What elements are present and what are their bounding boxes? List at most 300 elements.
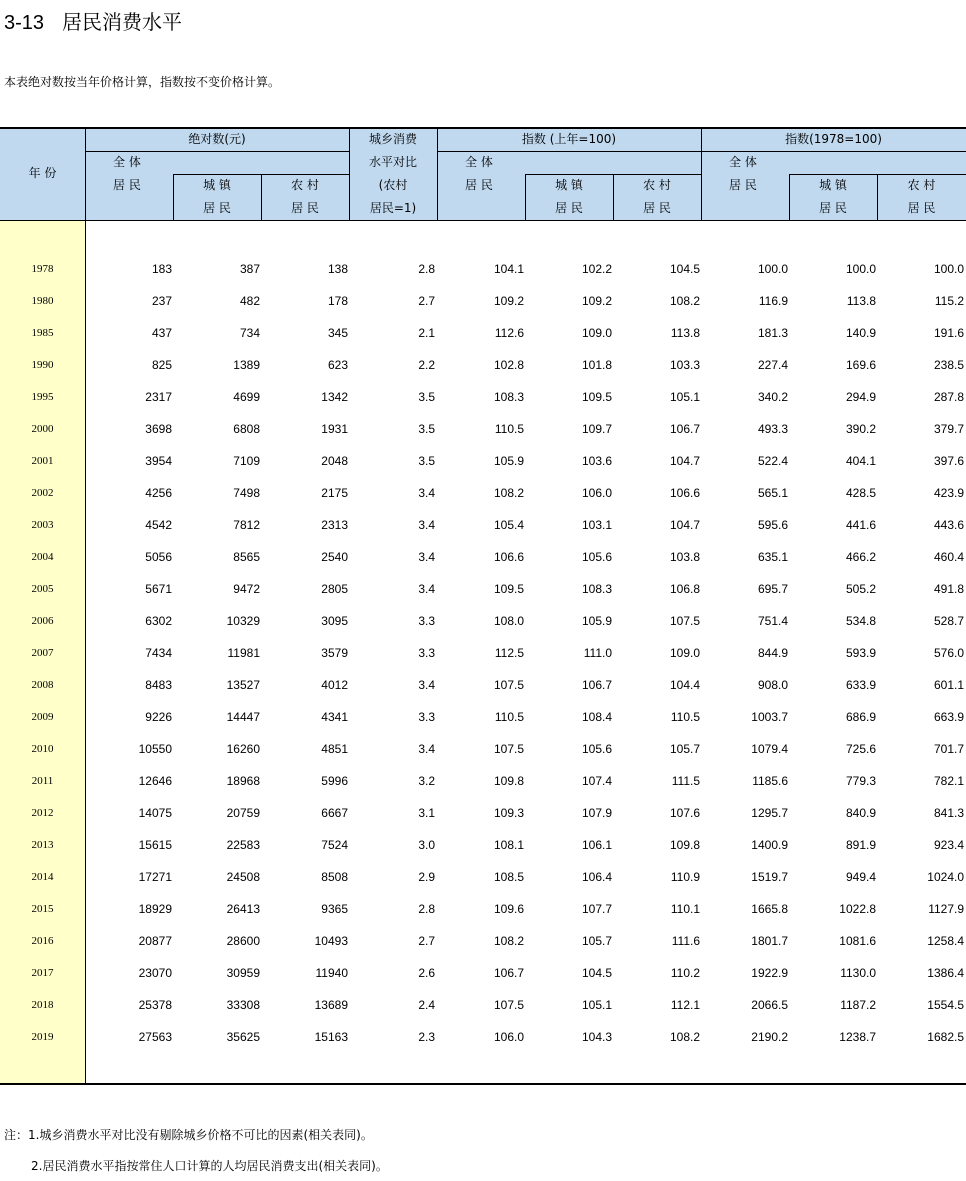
cell-ratio: 2.6 <box>418 966 435 980</box>
page-title <box>4 6 182 35</box>
cell-ratio: 2.1 <box>418 326 435 340</box>
cell-base-rural: 443.6 <box>933 518 964 532</box>
cell-prev-rural: 110.5 <box>670 710 700 724</box>
cell-ratio: 3.3 <box>418 646 435 660</box>
cell-prev-all: 105.4 <box>493 518 524 532</box>
cell-year: 2012 <box>31 807 54 819</box>
cell-prev-urban: 105.1 <box>581 998 612 1012</box>
table-row <box>0 292 966 310</box>
cell-base-rural: 782.1 <box>933 774 964 788</box>
cell-prev-all: 106.7 <box>493 966 524 980</box>
cell-year: 2014 <box>31 871 54 883</box>
cell-base-all: 844.9 <box>757 646 788 660</box>
cell-ratio: 2.3 <box>418 1030 435 1044</box>
cell-year: 1980 <box>31 295 54 307</box>
cell-abs-rural: 3579 <box>321 646 348 660</box>
data-table <box>0 127 966 1085</box>
cell-base-urban: 404.1 <box>845 454 876 468</box>
cell-abs-all: 9226 <box>145 710 172 724</box>
header-ratio-2: 水平对比 <box>368 155 417 169</box>
cell-prev-rural: 104.7 <box>669 454 700 468</box>
cell-year: 1978 <box>31 263 54 275</box>
cell-prev-urban: 109.5 <box>581 390 612 404</box>
cell-prev-all: 106.0 <box>493 1030 524 1044</box>
cell-abs-urban: 24508 <box>226 870 260 884</box>
cell-prev-all: 104.1 <box>493 262 524 276</box>
cell-abs-rural: 138 <box>327 262 348 276</box>
cell-ratio: 3.4 <box>418 550 435 564</box>
table-row <box>0 868 966 886</box>
cell-abs-all: 25378 <box>138 998 172 1012</box>
cell-abs-rural: 8508 <box>321 870 348 884</box>
cell-base-rural: 1554.5 <box>927 998 964 1012</box>
cell-prev-urban: 105.7 <box>581 934 612 948</box>
cell-abs-all: 183 <box>151 262 172 276</box>
title-text: 居民消费水平 <box>62 10 183 34</box>
cell-base-urban: 1187.2 <box>840 998 876 1012</box>
subtitle: 本表绝对数按当年价格计算，指数按不变价格计算。 <box>4 75 281 89</box>
header-1978-all-1: 全 体 <box>729 155 757 169</box>
cell-ratio: 2.2 <box>418 358 435 372</box>
cell-prev-rural: 104.4 <box>669 678 700 692</box>
cell-prev-all: 107.5 <box>493 998 524 1012</box>
header-1978-urban-2: 居 民 <box>819 201 847 215</box>
cell-year: 2011 <box>31 775 54 787</box>
cell-prev-rural: 106.6 <box>669 486 700 500</box>
cell-ratio: 3.5 <box>418 390 435 404</box>
cell-base-rural: 663.9 <box>933 710 964 724</box>
table-row <box>0 836 966 854</box>
header-prev-urban-1: 城 镇 <box>555 178 583 192</box>
cell-base-all: 1185.6 <box>752 774 788 788</box>
cell-year: 2019 <box>31 1031 54 1043</box>
cell-prev-rural: 106.7 <box>669 422 700 436</box>
cell-base-urban: 1022.8 <box>839 902 876 916</box>
cell-abs-rural: 10493 <box>314 934 348 948</box>
cell-prev-rural: 109.0 <box>669 646 700 660</box>
cell-ratio: 2.4 <box>418 998 435 1012</box>
cell-base-urban: 505.2 <box>845 582 876 596</box>
cell-ratio: 3.4 <box>418 518 435 532</box>
cell-prev-urban: 101.8 <box>581 358 612 372</box>
header-prev-rural-1: 农 村 <box>643 178 671 192</box>
cell-base-urban: 891.9 <box>845 838 876 852</box>
cell-base-urban: 466.2 <box>845 550 876 564</box>
cell-prev-urban: 104.5 <box>581 966 612 980</box>
cell-abs-rural: 9365 <box>321 902 348 916</box>
cell-ratio: 3.4 <box>418 582 435 596</box>
cell-prev-all: 110.5 <box>494 422 524 436</box>
header-index-1978: 指数(1978=100) <box>785 132 882 146</box>
cell-abs-all: 14075 <box>138 806 172 820</box>
header-1978-rural-2: 居 民 <box>907 201 936 215</box>
cell-base-all: 522.4 <box>757 454 788 468</box>
cell-abs-urban: 10329 <box>226 614 260 628</box>
cell-abs-all: 10550 <box>138 742 172 756</box>
cell-ratio: 3.0 <box>418 838 435 852</box>
cell-base-urban: 686.9 <box>845 710 876 724</box>
cell-prev-urban: 107.7 <box>581 902 612 916</box>
table-row <box>0 356 966 374</box>
cell-abs-all: 437 <box>151 326 172 340</box>
cell-abs-urban: 387 <box>239 262 260 276</box>
header-abs-rural-1: 农 村 <box>291 178 319 192</box>
cell-ratio: 3.4 <box>418 678 435 692</box>
cell-base-all: 565.1 <box>757 486 788 500</box>
cell-base-rural: 460.4 <box>933 550 964 564</box>
table-row <box>0 484 966 502</box>
cell-year: 1985 <box>31 327 54 339</box>
cell-abs-urban: 33308 <box>226 998 260 1012</box>
cell-abs-rural: 3095 <box>321 614 348 628</box>
cell-base-all: 181.3 <box>757 326 788 340</box>
cell-abs-all: 12646 <box>138 774 172 788</box>
cell-base-all: 1003.7 <box>751 710 788 724</box>
cell-abs-rural: 2048 <box>321 454 348 468</box>
cell-prev-urban: 109.7 <box>581 422 612 436</box>
cell-prev-rural: 109.8 <box>669 838 700 852</box>
cell-base-all: 1295.7 <box>751 806 788 820</box>
cell-abs-urban: 35625 <box>226 1030 260 1044</box>
cell-prev-urban: 109.0 <box>581 326 612 340</box>
cell-abs-rural: 2313 <box>321 518 348 532</box>
cell-base-urban: 113.8 <box>846 294 876 308</box>
header-prev-all-2: 居 民 <box>465 178 493 192</box>
cell-abs-urban: 18968 <box>226 774 260 788</box>
cell-abs-rural: 4341 <box>321 710 348 724</box>
cell-abs-rural: 15163 <box>314 1030 348 1044</box>
cell-base-all: 1922.9 <box>751 966 788 980</box>
cell-base-rural: 491.8 <box>933 582 964 596</box>
cell-base-rural: 1682.5 <box>927 1030 964 1044</box>
table-row <box>0 388 966 406</box>
header-abs-urban-1: 城 镇 <box>203 178 231 192</box>
table-row <box>0 932 966 950</box>
cell-base-all: 695.7 <box>757 582 788 596</box>
cell-prev-urban: 105.9 <box>581 614 612 628</box>
cell-prev-all: 112.6 <box>494 326 524 340</box>
cell-base-all: 2190.2 <box>751 1030 788 1044</box>
cell-abs-urban: 7109 <box>233 454 260 468</box>
cell-base-all: 340.2 <box>757 390 788 404</box>
cell-base-rural: 601.1 <box>933 678 964 692</box>
cell-prev-rural: 105.7 <box>669 742 700 756</box>
table-row <box>0 420 966 438</box>
cell-prev-rural: 104.5 <box>669 262 700 276</box>
table-row <box>0 516 966 534</box>
cell-abs-urban: 1389 <box>233 358 260 372</box>
table-row <box>0 964 966 982</box>
table-row <box>0 804 966 822</box>
cell-abs-all: 4542 <box>145 518 172 532</box>
cell-abs-rural: 1931 <box>321 422 348 436</box>
cell-base-rural: 379.7 <box>933 422 964 436</box>
cell-ratio: 2.9 <box>418 870 435 884</box>
cell-prev-all: 108.5 <box>493 870 524 884</box>
cell-prev-urban: 109.2 <box>581 294 612 308</box>
cell-abs-rural: 13689 <box>314 998 348 1012</box>
cell-abs-rural: 1342 <box>321 390 348 404</box>
cell-abs-urban: 26413 <box>226 902 260 916</box>
cell-abs-urban: 7812 <box>233 518 260 532</box>
cell-base-urban: 1081.6 <box>839 934 876 948</box>
cell-year: 2002 <box>31 487 54 499</box>
cell-abs-rural: 6667 <box>321 806 348 820</box>
cell-prev-rural: 108.2 <box>669 1030 700 1044</box>
table-row <box>0 580 966 598</box>
cell-base-rural: 238.5 <box>933 358 964 372</box>
cell-year: 1995 <box>31 391 54 403</box>
cell-year: 2009 <box>31 711 54 723</box>
cell-abs-urban: 482 <box>239 294 260 308</box>
table-row <box>0 612 966 630</box>
cell-ratio: 2.7 <box>418 294 435 308</box>
cell-abs-urban: 4699 <box>233 390 260 404</box>
cell-base-rural: 1258.4 <box>927 934 964 948</box>
rule-abs-sub <box>173 174 349 175</box>
cell-abs-urban: 6808 <box>233 422 260 436</box>
cell-year: 2016 <box>31 935 54 947</box>
cell-ratio: 3.1 <box>418 806 435 820</box>
cell-abs-urban: 28600 <box>226 934 260 948</box>
cell-base-urban: 169.6 <box>845 358 876 372</box>
header-prev-rural-2: 居 民 <box>643 201 671 215</box>
cell-prev-all: 108.2 <box>493 934 524 948</box>
cell-year: 2008 <box>31 679 54 691</box>
cell-prev-urban: 106.0 <box>581 486 612 500</box>
header-index-prev: 指数 (上年=100) <box>521 132 617 146</box>
cell-abs-all: 237 <box>151 294 172 308</box>
cell-base-all: 635.1 <box>757 550 788 564</box>
cell-abs-rural: 178 <box>327 294 348 308</box>
cell-abs-all: 2317 <box>145 390 172 404</box>
cell-ratio: 3.3 <box>418 614 435 628</box>
cell-abs-urban: 14447 <box>226 710 260 724</box>
cell-ratio: 3.5 <box>418 454 435 468</box>
cell-prev-all: 105.9 <box>493 454 524 468</box>
note-1: 注：1.城乡消费水平对比没有剔除城乡价格不可比的因素(相关表同)。 <box>4 1128 373 1142</box>
cell-prev-all: 109.5 <box>493 582 524 596</box>
cell-ratio: 2.7 <box>418 934 435 948</box>
rule-1978-sub <box>789 174 966 175</box>
cell-prev-rural: 110.9 <box>670 870 700 884</box>
cell-abs-urban: 11981 <box>227 646 260 660</box>
cell-year: 2004 <box>31 551 54 563</box>
cell-prev-rural: 113.8 <box>670 326 700 340</box>
cell-year: 2017 <box>31 967 54 979</box>
table-row <box>0 548 966 566</box>
cell-base-urban: 534.8 <box>845 614 876 628</box>
cell-base-rural: 397.6 <box>933 454 964 468</box>
cell-abs-urban: 22583 <box>226 838 260 852</box>
cell-abs-all: 5056 <box>145 550 172 564</box>
cell-year: 2005 <box>31 583 54 595</box>
cell-abs-all: 8483 <box>145 678 172 692</box>
cell-base-rural: 528.7 <box>933 614 964 628</box>
cell-prev-rural: 111.6 <box>671 934 700 948</box>
cell-prev-rural: 107.5 <box>669 614 700 628</box>
table-row <box>0 260 966 278</box>
cell-base-all: 227.4 <box>757 358 788 372</box>
cell-base-rural: 287.8 <box>933 390 964 404</box>
cell-abs-all: 5671 <box>145 582 172 596</box>
table-row <box>0 1028 966 1046</box>
cell-prev-all: 106.6 <box>493 550 524 564</box>
cell-base-rural: 923.4 <box>933 838 964 852</box>
table-row <box>0 996 966 1014</box>
cell-abs-rural: 345 <box>327 326 348 340</box>
cell-base-all: 1400.9 <box>751 838 788 852</box>
header-absolute: 绝对数(元) <box>188 132 246 146</box>
cell-ratio: 3.5 <box>418 422 435 436</box>
cell-abs-all: 20877 <box>138 934 172 948</box>
table-row <box>0 644 966 662</box>
cell-abs-all: 18929 <box>138 902 172 916</box>
cell-prev-urban: 103.1 <box>581 518 612 532</box>
cell-prev-urban: 108.4 <box>581 710 612 724</box>
cell-base-urban: 390.2 <box>845 422 876 436</box>
cell-prev-all: 102.8 <box>493 358 524 372</box>
cell-prev-all: 109.6 <box>493 902 524 916</box>
cell-prev-all: 109.8 <box>493 774 524 788</box>
cell-base-rural: 100.0 <box>933 262 964 276</box>
cell-abs-all: 7434 <box>145 646 172 660</box>
cell-year: 2007 <box>31 647 54 659</box>
cell-year: 2006 <box>31 615 54 627</box>
rule-header-bottom <box>0 220 966 221</box>
cell-ratio: 3.4 <box>418 742 435 756</box>
cell-base-all: 493.3 <box>757 422 788 436</box>
cell-prev-all: 112.5 <box>494 646 524 660</box>
cell-abs-all: 17271 <box>138 870 172 884</box>
cell-ratio: 3.3 <box>418 710 435 724</box>
cell-prev-rural: 104.7 <box>669 518 700 532</box>
cell-prev-rural: 110.2 <box>670 966 700 980</box>
cell-prev-urban: 102.2 <box>581 262 612 276</box>
cell-prev-all: 107.5 <box>493 678 524 692</box>
cell-base-urban: 294.9 <box>845 390 876 404</box>
cell-prev-urban: 103.6 <box>581 454 612 468</box>
cell-prev-all: 109.3 <box>493 806 524 820</box>
cell-abs-rural: 623 <box>327 358 348 372</box>
rule-idx <box>437 151 966 152</box>
cell-year: 2000 <box>31 423 54 435</box>
cell-abs-rural: 7524 <box>321 838 348 852</box>
header-prev-urban-2: 居 民 <box>555 201 583 215</box>
cell-ratio: 3.2 <box>418 774 435 788</box>
header-1978-rural-1: 农 村 <box>907 178 936 192</box>
cell-abs-urban: 30959 <box>226 966 260 980</box>
cell-base-all: 595.6 <box>757 518 788 532</box>
cell-prev-rural: 103.3 <box>669 358 700 372</box>
note-2: 2.居民消费水平指按常住人口计算的人均居民消费支出(相关表同)。 <box>31 1159 388 1173</box>
cell-base-all: 751.4 <box>757 614 788 628</box>
cell-base-all: 2066.5 <box>751 998 788 1012</box>
table-row <box>0 740 966 758</box>
cell-abs-rural: 4851 <box>321 742 348 756</box>
cell-abs-all: 3698 <box>145 422 172 436</box>
header-ratio-4: 居民=1) <box>369 201 417 215</box>
header-ratio-3: (农村 <box>378 178 408 192</box>
cell-base-rural: 701.7 <box>933 742 964 756</box>
cell-abs-urban: 16260 <box>226 742 260 756</box>
cell-prev-urban: 106.1 <box>581 838 612 852</box>
table-row <box>0 900 966 918</box>
cell-prev-all: 108.3 <box>493 390 524 404</box>
cell-prev-rural: 103.8 <box>669 550 700 564</box>
cell-base-urban: 140.9 <box>845 326 876 340</box>
cell-base-urban: 428.5 <box>845 486 876 500</box>
cell-year: 2015 <box>31 903 54 915</box>
cell-base-all: 1079.4 <box>751 742 788 756</box>
header-abs-all-1: 全 体 <box>113 155 141 169</box>
table-row <box>0 324 966 342</box>
cell-prev-all: 108.0 <box>493 614 524 628</box>
cell-prev-urban: 111.0 <box>583 646 612 660</box>
cell-abs-rural: 2805 <box>321 582 348 596</box>
cell-prev-rural: 106.8 <box>669 582 700 596</box>
cell-base-urban: 779.3 <box>845 774 876 788</box>
cell-prev-all: 107.5 <box>493 742 524 756</box>
cell-base-rural: 1024.0 <box>927 870 964 884</box>
cell-abs-all: 6302 <box>145 614 172 628</box>
cell-base-all: 908.0 <box>757 678 788 692</box>
cell-base-rural: 423.9 <box>933 486 964 500</box>
table-number: 3-13 <box>4 12 45 34</box>
cell-abs-all: 15615 <box>138 838 172 852</box>
header-abs-rural-2: 居 民 <box>291 201 319 215</box>
cell-prev-rural: 105.1 <box>669 390 700 404</box>
cell-year: 1990 <box>31 359 54 371</box>
cell-prev-urban: 107.4 <box>581 774 612 788</box>
cell-prev-urban: 106.7 <box>581 678 612 692</box>
header-ratio-1: 城乡消费 <box>368 132 417 146</box>
table-row <box>0 676 966 694</box>
header-abs-urban-2: 居 民 <box>203 201 231 215</box>
cell-prev-urban: 104.3 <box>581 1030 612 1044</box>
cell-base-all: 1801.7 <box>751 934 788 948</box>
cell-base-rural: 576.0 <box>933 646 964 660</box>
header-abs-all-2: 居 民 <box>113 178 141 192</box>
table-top-rule <box>0 127 966 129</box>
cell-base-urban: 441.6 <box>845 518 876 532</box>
cell-base-rural: 115.2 <box>934 294 964 308</box>
cell-abs-rural: 4012 <box>321 678 348 692</box>
cell-abs-rural: 5996 <box>321 774 348 788</box>
cell-abs-rural: 2175 <box>321 486 348 500</box>
cell-base-rural: 1386.4 <box>927 966 964 980</box>
cell-ratio: 2.8 <box>418 902 435 916</box>
cell-base-urban: 1238.7 <box>839 1030 876 1044</box>
header-prev-all-1: 全 体 <box>465 155 493 169</box>
table-bottom-rule <box>0 1083 966 1085</box>
cell-year: 2010 <box>31 743 54 755</box>
table-row <box>0 708 966 726</box>
cell-base-urban: 840.9 <box>845 806 876 820</box>
cell-abs-rural: 11940 <box>315 966 348 980</box>
cell-base-all: 1665.8 <box>751 902 788 916</box>
cell-prev-all: 108.1 <box>493 838 524 852</box>
cell-prev-urban: 106.4 <box>581 870 612 884</box>
rule-abs <box>85 151 349 152</box>
table-row <box>0 452 966 470</box>
cell-year: 2018 <box>31 999 54 1011</box>
cell-year: 2013 <box>31 839 54 851</box>
cell-year: 2001 <box>31 455 54 467</box>
cell-prev-urban: 108.3 <box>581 582 612 596</box>
cell-prev-all: 109.2 <box>493 294 524 308</box>
cell-ratio: 3.4 <box>418 486 435 500</box>
